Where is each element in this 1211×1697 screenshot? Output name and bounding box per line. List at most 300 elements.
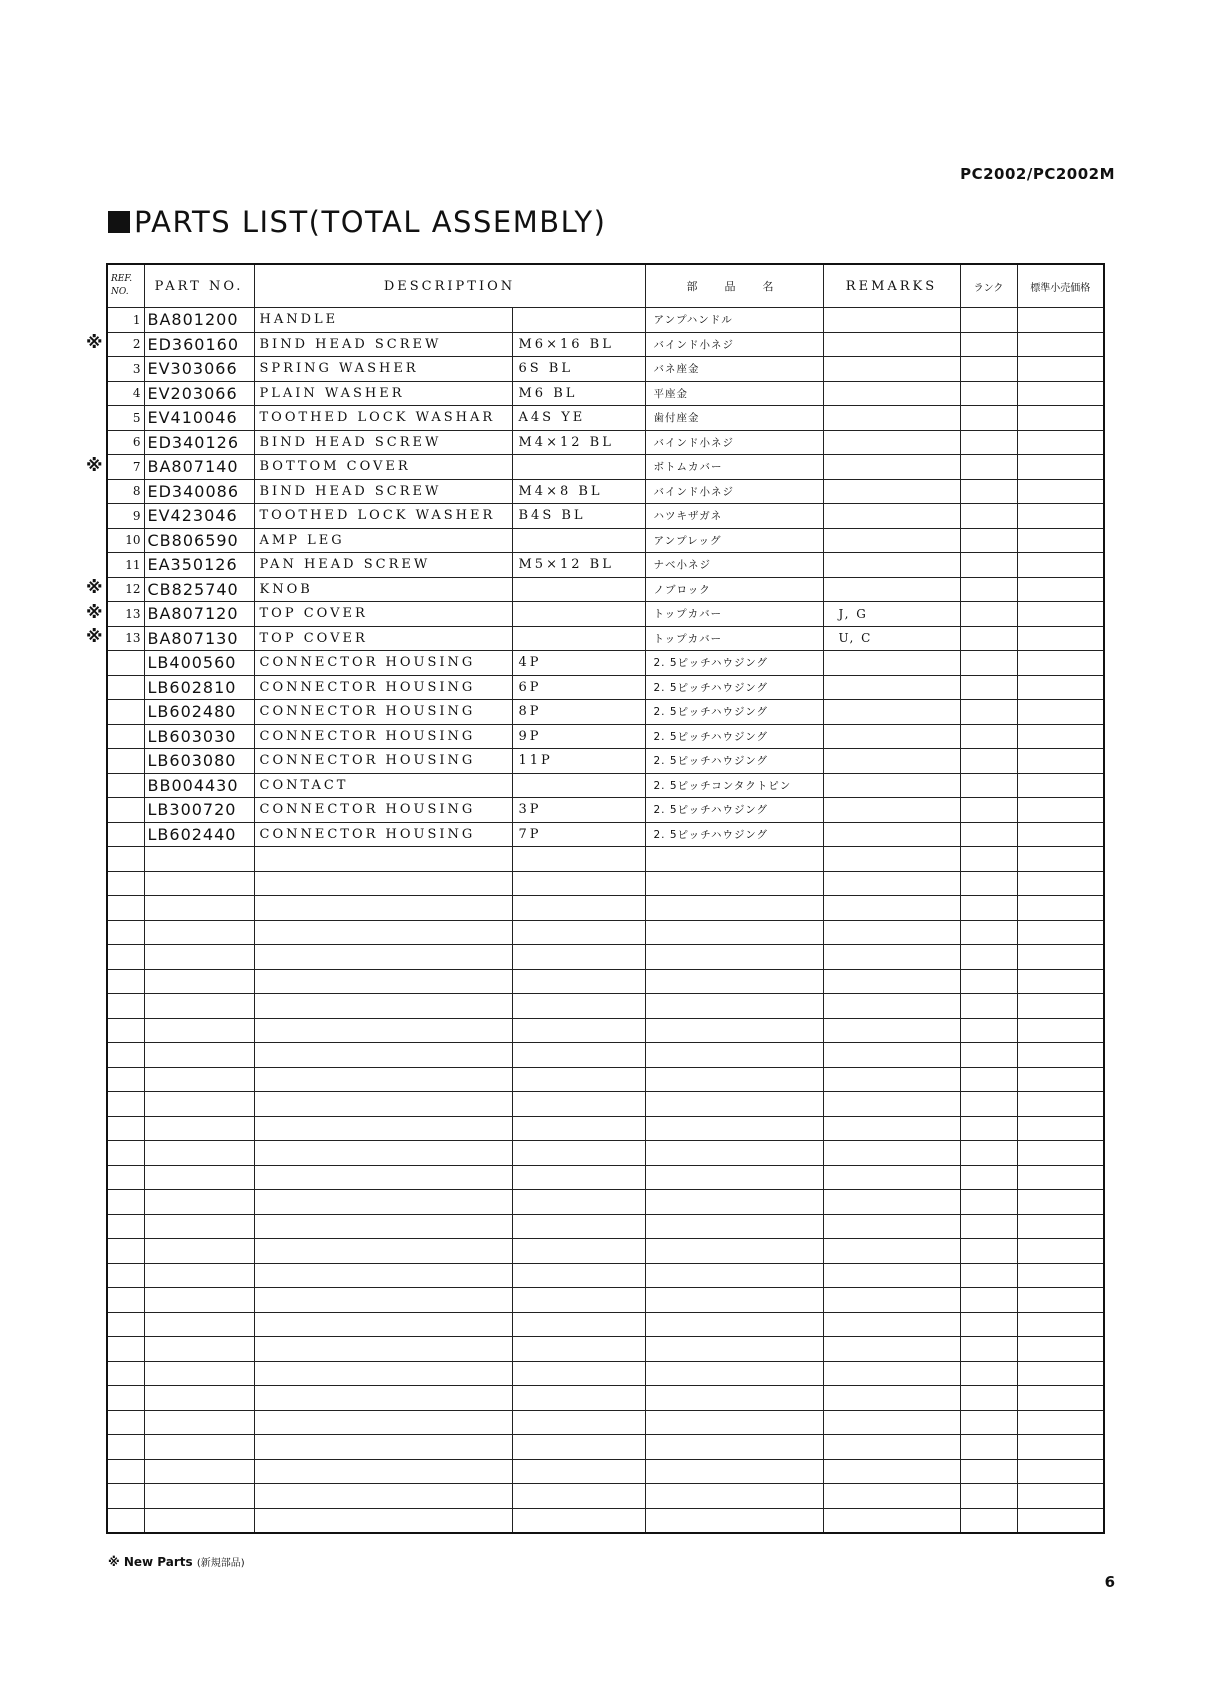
cell-remarks <box>823 651 960 676</box>
empty-cell <box>823 1263 960 1288</box>
cell-description: TOP COVER <box>254 602 512 627</box>
empty-cell <box>960 1484 1017 1509</box>
cell-description: HANDLE <box>254 308 512 333</box>
empty-cell <box>960 896 1017 921</box>
empty-row <box>107 920 1104 945</box>
empty-cell <box>254 1141 512 1166</box>
cell-jp-name: トップカバー <box>645 602 823 627</box>
empty-cell <box>645 1043 823 1068</box>
empty-cell <box>645 1116 823 1141</box>
empty-cell <box>254 1239 512 1264</box>
empty-cell <box>254 969 512 994</box>
cell-description: BIND HEAD SCREW <box>254 332 512 357</box>
empty-cell <box>107 920 144 945</box>
empty-cell <box>144 847 254 872</box>
empty-cell <box>144 1263 254 1288</box>
empty-cell <box>823 920 960 945</box>
cell-description: BOTTOM COVER <box>254 455 512 480</box>
empty-cell <box>512 1190 645 1215</box>
footnote-jp: (新規部品) <box>196 1558 245 1569</box>
table-row <box>107 381 1104 406</box>
cell-spec: 3P <box>512 798 645 823</box>
cell-remarks <box>823 675 960 700</box>
cell-jp-name: アンプハンドル <box>645 308 823 333</box>
empty-row <box>107 1312 1104 1337</box>
cell-spec: B4S BL <box>512 504 645 529</box>
cell-spec: 7P <box>512 822 645 847</box>
empty-cell <box>254 871 512 896</box>
empty-cell <box>144 994 254 1019</box>
cell-spec: 4P <box>512 651 645 676</box>
empty-cell <box>107 945 144 970</box>
empty-cell <box>107 847 144 872</box>
cell-remarks <box>823 406 960 431</box>
cell-rank <box>960 528 1017 553</box>
empty-cell <box>823 871 960 896</box>
cell-rank <box>960 577 1017 602</box>
cell-ref: 11 <box>107 553 144 578</box>
empty-cell <box>512 1337 645 1362</box>
empty-row <box>107 1018 1104 1043</box>
empty-cell <box>645 1337 823 1362</box>
empty-cell <box>1017 1312 1104 1337</box>
empty-row <box>107 1263 1104 1288</box>
empty-cell <box>144 1043 254 1068</box>
empty-cell <box>960 1067 1017 1092</box>
empty-cell <box>1017 1288 1104 1313</box>
cell-rank <box>960 504 1017 529</box>
cell-jp-name: 2. 5ピッチハウジング <box>645 700 823 725</box>
empty-row <box>107 871 1104 896</box>
cell-rank <box>960 479 1017 504</box>
empty-cell <box>960 1239 1017 1264</box>
cell-price <box>1017 430 1104 455</box>
cell-price <box>1017 406 1104 431</box>
cell-jp-name: バインド小ネジ <box>645 479 823 504</box>
cell-ref: 6 <box>107 430 144 455</box>
empty-cell <box>960 1435 1017 1460</box>
cell-remarks <box>823 577 960 602</box>
cell-spec: M5×12 BL <box>512 553 645 578</box>
empty-row <box>107 1190 1104 1215</box>
cell-spec <box>512 577 645 602</box>
cell-part-no: BB004430 <box>144 773 254 798</box>
empty-cell <box>823 1288 960 1313</box>
empty-cell <box>254 1361 512 1386</box>
empty-cell <box>960 847 1017 872</box>
empty-cell <box>645 1018 823 1043</box>
empty-cell <box>107 1386 144 1411</box>
empty-cell <box>512 1312 645 1337</box>
cell-price <box>1017 822 1104 847</box>
empty-cell <box>512 945 645 970</box>
empty-cell <box>144 1239 254 1264</box>
empty-cell <box>1017 1018 1104 1043</box>
empty-cell <box>512 920 645 945</box>
cell-spec: M6 BL <box>512 381 645 406</box>
empty-cell <box>1017 945 1104 970</box>
empty-cell <box>107 1141 144 1166</box>
cell-price <box>1017 798 1104 823</box>
empty-cell <box>144 920 254 945</box>
empty-cell <box>512 1165 645 1190</box>
cell-spec <box>512 455 645 480</box>
empty-cell <box>144 871 254 896</box>
empty-cell <box>512 1410 645 1435</box>
empty-cell <box>107 1214 144 1239</box>
empty-cell <box>144 1459 254 1484</box>
col-remarks-header: REMARKS <box>823 264 960 308</box>
empty-cell <box>823 1508 960 1533</box>
empty-cell <box>254 1410 512 1435</box>
empty-cell <box>1017 1459 1104 1484</box>
cell-ref: 8 <box>107 479 144 504</box>
model-number: PC2002/PC2002M <box>960 165 1115 183</box>
cell-ref: 9 <box>107 504 144 529</box>
empty-cell <box>1017 1165 1104 1190</box>
empty-cell <box>144 1410 254 1435</box>
table-row <box>107 773 1104 798</box>
cell-rank <box>960 822 1017 847</box>
empty-cell <box>107 969 144 994</box>
empty-cell <box>144 1214 254 1239</box>
footnote <box>108 1554 245 1569</box>
empty-cell <box>144 1165 254 1190</box>
cell-part-no: EV203066 <box>144 381 254 406</box>
empty-cell <box>1017 969 1104 994</box>
empty-cell <box>254 1337 512 1362</box>
cell-price <box>1017 749 1104 774</box>
cell-price <box>1017 602 1104 627</box>
empty-cell <box>1017 1141 1104 1166</box>
cell-description: TOOTHED LOCK WASHAR <box>254 406 512 431</box>
empty-cell <box>512 1484 645 1509</box>
cell-price <box>1017 651 1104 676</box>
empty-cell <box>254 1116 512 1141</box>
cell-price <box>1017 700 1104 725</box>
cell-rank <box>960 651 1017 676</box>
cell-rank <box>960 406 1017 431</box>
cell-spec: 6P <box>512 675 645 700</box>
cell-description: PLAIN WASHER <box>254 381 512 406</box>
cell-jp-name: 2. 5ピッチハウジング <box>645 651 823 676</box>
empty-row <box>107 1435 1104 1460</box>
empty-cell <box>254 1312 512 1337</box>
empty-cell <box>107 1239 144 1264</box>
cell-ref <box>107 773 144 798</box>
empty-row <box>107 1508 1104 1533</box>
cell-price <box>1017 528 1104 553</box>
cell-part-no: LB603030 <box>144 724 254 749</box>
cell-part-no: EA350126 <box>144 553 254 578</box>
cell-rank <box>960 455 1017 480</box>
cell-part-no: LB602440 <box>144 822 254 847</box>
empty-cell <box>107 1484 144 1509</box>
empty-cell <box>645 1435 823 1460</box>
empty-cell <box>512 1141 645 1166</box>
cell-rank <box>960 626 1017 651</box>
empty-cell <box>144 1435 254 1460</box>
table-row <box>107 308 1104 333</box>
empty-cell <box>823 1092 960 1117</box>
empty-cell <box>645 1410 823 1435</box>
cell-ref: 13 <box>107 626 144 651</box>
cell-ref: 10 <box>107 528 144 553</box>
cell-jp-name: バネ座金 <box>645 357 823 382</box>
empty-cell <box>254 1092 512 1117</box>
empty-row <box>107 1361 1104 1386</box>
table-row <box>107 724 1104 749</box>
empty-cell <box>512 994 645 1019</box>
table-row <box>107 798 1104 823</box>
empty-cell <box>144 1484 254 1509</box>
empty-cell <box>512 896 645 921</box>
empty-cell <box>1017 1067 1104 1092</box>
empty-cell <box>1017 1337 1104 1362</box>
empty-cell <box>1017 1263 1104 1288</box>
cell-ref: 1 <box>107 308 144 333</box>
table-row <box>107 357 1104 382</box>
empty-row <box>107 1288 1104 1313</box>
table-row <box>107 430 1104 455</box>
cell-part-no: ED340086 <box>144 479 254 504</box>
empty-cell <box>823 1386 960 1411</box>
empty-cell <box>144 1141 254 1166</box>
cell-description: CONNECTOR HOUSING <box>254 822 512 847</box>
cell-description: BIND HEAD SCREW <box>254 430 512 455</box>
empty-cell <box>512 1043 645 1068</box>
cell-price <box>1017 773 1104 798</box>
empty-cell <box>1017 1043 1104 1068</box>
cell-remarks <box>823 700 960 725</box>
empty-cell <box>645 994 823 1019</box>
empty-cell <box>254 945 512 970</box>
cell-remarks <box>823 455 960 480</box>
empty-cell <box>645 1190 823 1215</box>
empty-cell <box>645 945 823 970</box>
cell-description: CONNECTOR HOUSING <box>254 700 512 725</box>
table-row <box>107 822 1104 847</box>
empty-cell <box>1017 1386 1104 1411</box>
cell-jp-name: 歯付座金 <box>645 406 823 431</box>
cell-description: CONNECTOR HOUSING <box>254 675 512 700</box>
cell-jp-name: ハツキザガネ <box>645 504 823 529</box>
empty-cell <box>107 1508 144 1533</box>
page-title <box>108 205 606 239</box>
cell-rank <box>960 773 1017 798</box>
empty-cell <box>960 945 1017 970</box>
cell-spec: M4×12 BL <box>512 430 645 455</box>
table-body <box>107 308 1104 1534</box>
empty-cell <box>1017 920 1104 945</box>
empty-cell <box>107 1092 144 1117</box>
cell-remarks <box>823 528 960 553</box>
cell-rank <box>960 749 1017 774</box>
empty-cell <box>823 896 960 921</box>
cell-remarks <box>823 479 960 504</box>
empty-cell <box>823 1410 960 1435</box>
empty-cell <box>512 1067 645 1092</box>
cell-ref <box>107 724 144 749</box>
empty-row <box>107 1386 1104 1411</box>
title-text: PARTS LIST(TOTAL ASSEMBLY) <box>134 205 607 239</box>
empty-cell <box>512 871 645 896</box>
cell-part-no: EV423046 <box>144 504 254 529</box>
empty-cell <box>823 1116 960 1141</box>
empty-cell <box>107 1043 144 1068</box>
cell-description: AMP LEG <box>254 528 512 553</box>
cell-ref: 2 <box>107 332 144 357</box>
cell-remarks: J, G <box>823 602 960 627</box>
empty-cell <box>645 1239 823 1264</box>
cell-rank <box>960 430 1017 455</box>
empty-cell <box>254 1043 512 1068</box>
empty-cell <box>107 1435 144 1460</box>
cell-part-no: BA807140 <box>144 455 254 480</box>
empty-cell <box>960 871 1017 896</box>
empty-cell <box>1017 847 1104 872</box>
cell-description: CONNECTOR HOUSING <box>254 749 512 774</box>
cell-jp-name: 2. 5ピッチコンタクトピン <box>645 773 823 798</box>
empty-cell <box>512 1263 645 1288</box>
cell-ref <box>107 798 144 823</box>
empty-cell <box>512 847 645 872</box>
empty-cell <box>960 1386 1017 1411</box>
cell-description: CONNECTOR HOUSING <box>254 651 512 676</box>
cell-remarks <box>823 822 960 847</box>
empty-row <box>107 1214 1104 1239</box>
cell-jp-name: 平座金 <box>645 381 823 406</box>
empty-cell <box>645 920 823 945</box>
empty-cell <box>1017 871 1104 896</box>
cell-spec: M6×16 BL <box>512 332 645 357</box>
empty-cell <box>823 1165 960 1190</box>
empty-row <box>107 1337 1104 1362</box>
empty-cell <box>144 1508 254 1533</box>
empty-cell <box>107 896 144 921</box>
cell-part-no: LB603080 <box>144 749 254 774</box>
empty-cell <box>512 1361 645 1386</box>
empty-cell <box>960 969 1017 994</box>
new-part-marker: ※ <box>86 333 103 353</box>
empty-cell <box>645 1484 823 1509</box>
empty-cell <box>645 1141 823 1166</box>
cell-rank <box>960 553 1017 578</box>
empty-cell <box>107 1337 144 1362</box>
col-price-header: 標準小売価格 <box>1017 264 1104 308</box>
empty-cell <box>960 1190 1017 1215</box>
cell-remarks <box>823 357 960 382</box>
empty-cell <box>823 1459 960 1484</box>
empty-cell <box>512 1508 645 1533</box>
empty-cell <box>144 1067 254 1092</box>
empty-cell <box>960 1043 1017 1068</box>
cell-description: PAN HEAD SCREW <box>254 553 512 578</box>
empty-cell <box>144 1312 254 1337</box>
cell-description: KNOB <box>254 577 512 602</box>
empty-cell <box>960 920 1017 945</box>
empty-cell <box>107 994 144 1019</box>
empty-cell <box>512 1435 645 1460</box>
col-rank-header: ランク <box>960 264 1017 308</box>
empty-cell <box>823 945 960 970</box>
cell-rank <box>960 700 1017 725</box>
cell-part-no: LB602480 <box>144 700 254 725</box>
empty-cell <box>254 1508 512 1533</box>
cell-remarks <box>823 749 960 774</box>
empty-cell <box>144 1386 254 1411</box>
cell-remarks <box>823 773 960 798</box>
empty-cell <box>254 1214 512 1239</box>
empty-cell <box>960 1092 1017 1117</box>
cell-part-no: EV410046 <box>144 406 254 431</box>
table-row <box>107 675 1104 700</box>
table-row <box>107 479 1104 504</box>
empty-cell <box>254 1484 512 1509</box>
empty-cell <box>960 1141 1017 1166</box>
empty-cell <box>254 847 512 872</box>
cell-remarks <box>823 332 960 357</box>
cell-price <box>1017 479 1104 504</box>
empty-cell <box>512 1116 645 1141</box>
empty-row <box>107 1165 1104 1190</box>
empty-cell <box>512 1214 645 1239</box>
cell-price <box>1017 577 1104 602</box>
empty-cell <box>823 1141 960 1166</box>
empty-cell <box>645 1312 823 1337</box>
empty-cell <box>645 1361 823 1386</box>
cell-price <box>1017 675 1104 700</box>
empty-cell <box>107 1190 144 1215</box>
empty-cell <box>512 1018 645 1043</box>
table-row <box>107 504 1104 529</box>
empty-row <box>107 1459 1104 1484</box>
cell-part-no: EV303066 <box>144 357 254 382</box>
empty-cell <box>107 1263 144 1288</box>
empty-cell <box>254 1067 512 1092</box>
table-header-row <box>107 264 1104 308</box>
empty-cell <box>144 896 254 921</box>
parts-table <box>106 263 1105 1534</box>
new-part-marker: ※ <box>86 627 103 647</box>
empty-cell <box>254 1459 512 1484</box>
cell-ref: 12 <box>107 577 144 602</box>
empty-cell <box>107 1410 144 1435</box>
cell-jp-name: バインド小ネジ <box>645 430 823 455</box>
cell-remarks <box>823 504 960 529</box>
cell-jp-name: 2. 5ピッチハウジング <box>645 822 823 847</box>
cell-jp-name: バインド小ネジ <box>645 332 823 357</box>
table-row <box>107 749 1104 774</box>
empty-cell <box>823 1435 960 1460</box>
cell-spec: A4S YE <box>512 406 645 431</box>
cell-rank <box>960 381 1017 406</box>
empty-cell <box>645 1263 823 1288</box>
cell-part-no: ED340126 <box>144 430 254 455</box>
empty-cell <box>645 1092 823 1117</box>
cell-part-no: CB806590 <box>144 528 254 553</box>
cell-ref: 4 <box>107 381 144 406</box>
table-row <box>107 626 1104 651</box>
cell-rank <box>960 798 1017 823</box>
empty-cell <box>512 1092 645 1117</box>
cell-remarks <box>823 798 960 823</box>
cell-jp-name: 2. 5ピッチハウジング <box>645 798 823 823</box>
table-row <box>107 455 1104 480</box>
cell-ref: 7 <box>107 455 144 480</box>
empty-row <box>107 1239 1104 1264</box>
empty-cell <box>107 1288 144 1313</box>
